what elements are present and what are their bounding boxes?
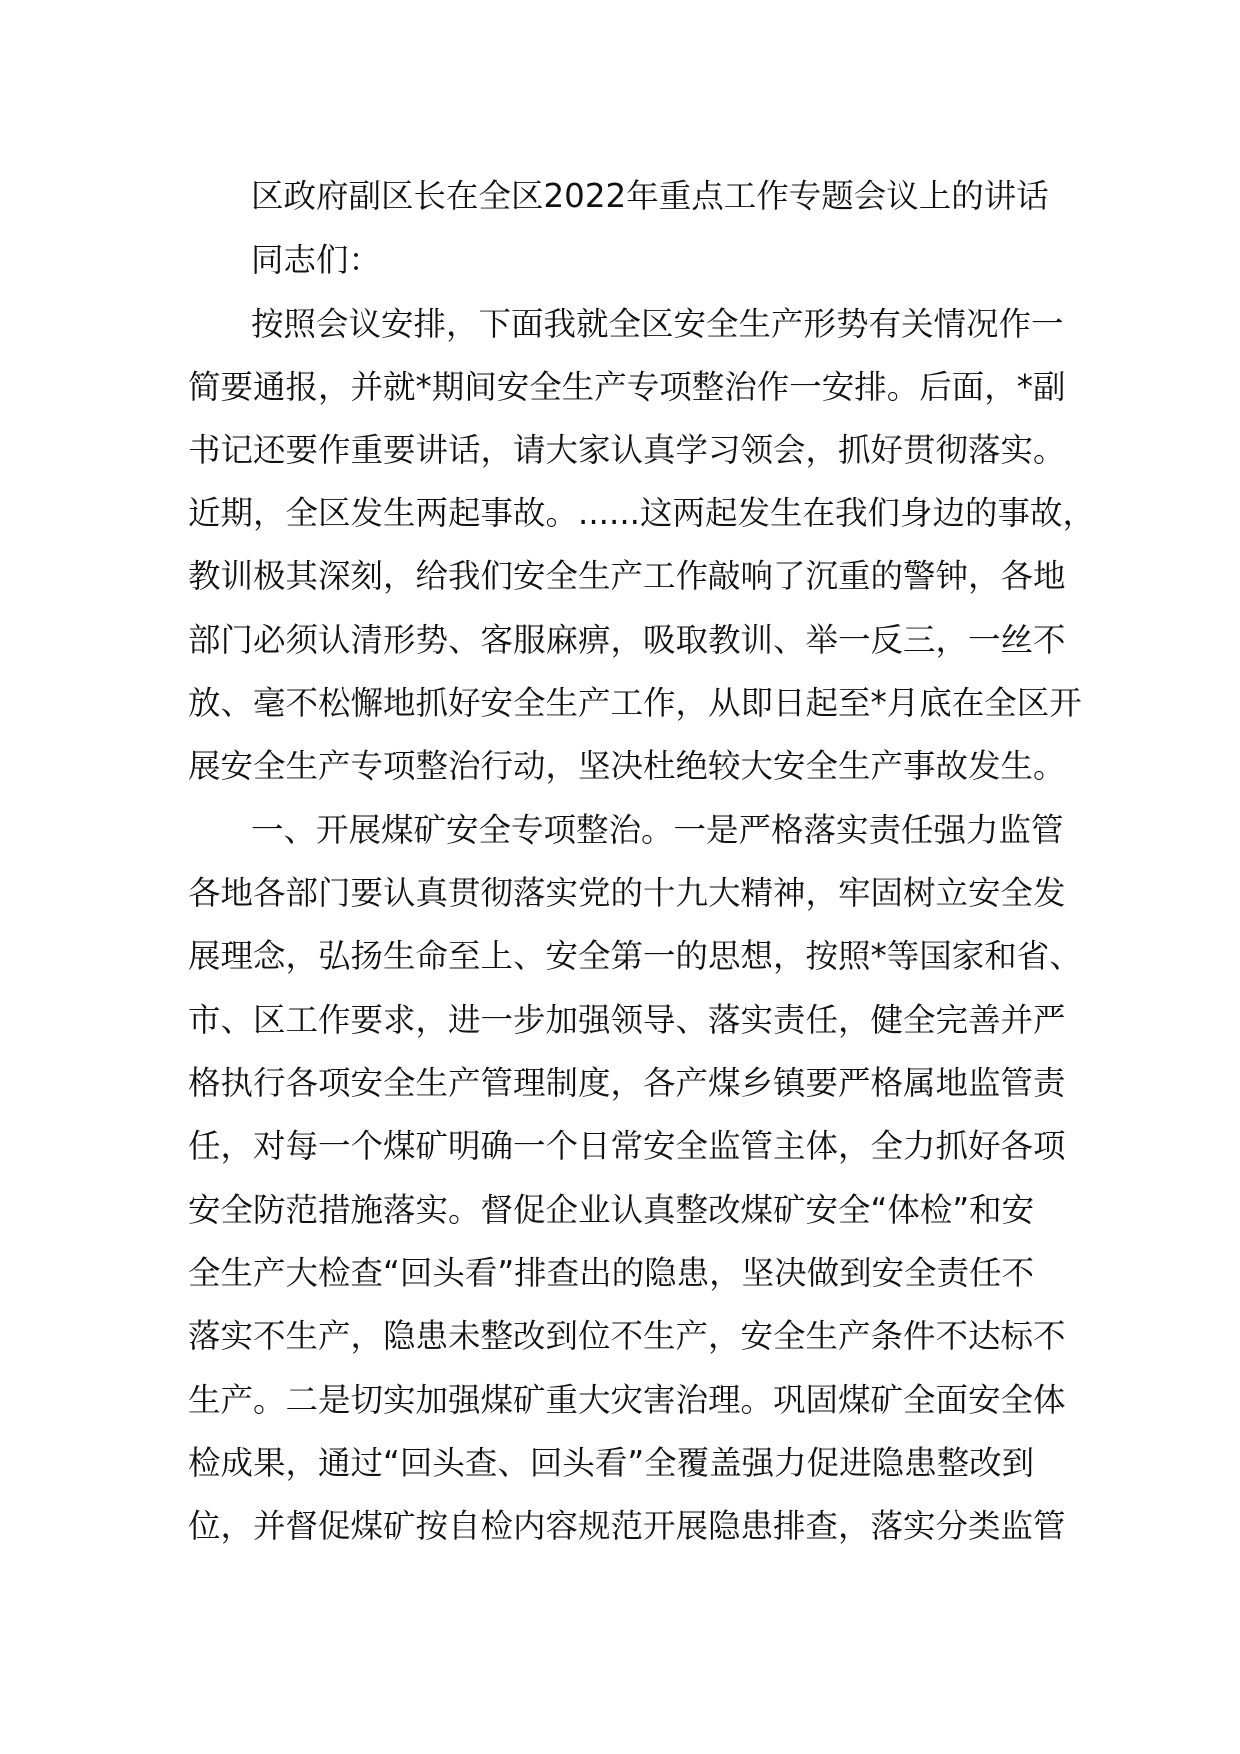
document-title: 区政府副区长在全区2022年重点工作专题会议上的讲话 xyxy=(251,177,1049,215)
body-line: 任，对每一个煤矿明确一个日常安全监管主体，全力抓好各项 xyxy=(188,1127,1066,1165)
salutation: 同志们： xyxy=(251,241,382,279)
body-line: 部门必须认清形势、客服麻痹，吸取教训、举一反三，一丝不 xyxy=(188,621,1066,659)
body-line: 检成果，通过“回头查、回头看”全覆盖强力促进隐患整改到 xyxy=(188,1444,1035,1482)
body-line: 简要通报，并就*期间安全生产专项整治作一安排。后面，*副 xyxy=(188,368,1066,406)
body-line: 各地各部门要认真贯彻落实党的十九大精神，牢固树立安全发 xyxy=(188,874,1066,912)
body-line: 安全防范措施落实。督促企业认真整改煤矿安全“体检”和安 xyxy=(188,1191,1035,1229)
body-line: 近期，全区发生两起事故。......这两起发生在我们身边的事故， xyxy=(188,494,1095,532)
body-line: 市、区工作要求，进一步加强领导、落实责任，健全完善并严 xyxy=(188,1001,1066,1039)
body-line: 按照会议安排，下面我就全区安全生产形势有关情况作一 xyxy=(251,305,1064,343)
body-line: 展安全生产专项整治行动，坚决杜绝较大安全生产事故发生。 xyxy=(188,747,1066,785)
body-line: 全生产大检查“回头看”排查出的隐患，坚决做到安全责任不 xyxy=(188,1254,1035,1292)
section-heading-line: 一、开展煤矿安全专项整治。一是严格落实责任强力监管 xyxy=(251,811,1064,849)
body-line: 位，并督促煤矿按自检内容规范开展隐患排查，落实分类监管 xyxy=(188,1507,1066,1545)
body-line: 格执行各项安全生产管理制度，各产煤乡镇要严格属地监管责 xyxy=(188,1064,1066,1102)
body-line: 落实不生产，隐患未整改到位不生产，安全生产条件不达标不 xyxy=(188,1317,1066,1355)
body-line: 生产。二是切实加强煤矿重大灾害治理。巩固煤矿全面安全体 xyxy=(188,1381,1066,1419)
body-line: 教训极其深刻，给我们安全生产工作敲响了沉重的警钟，各地 xyxy=(188,557,1066,595)
body-line: 展理念，弘扬生命至上、安全第一的思想，按照*等国家和省、 xyxy=(188,937,1082,975)
body-line: 放、毫不松懈地抓好安全生产工作，从即日起至*月底在全区开 xyxy=(188,684,1082,722)
body-line: 书记还要作重要讲话，请大家认真学习领会，抓好贯彻落实。 xyxy=(188,431,1066,469)
